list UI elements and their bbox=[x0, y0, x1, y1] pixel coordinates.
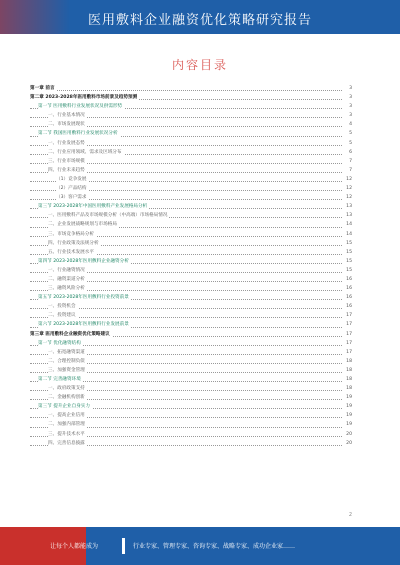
footer-slogan: 让每个人都能成为 bbox=[50, 543, 99, 550]
toc-entry-page: 18 bbox=[344, 366, 352, 375]
toc-entry[interactable] bbox=[30, 348, 352, 357]
toc-entry[interactable] bbox=[30, 302, 352, 311]
report-title: 医用敷料企业融资优化策略研究报告 bbox=[87, 13, 312, 28]
toc-entry[interactable] bbox=[30, 184, 352, 193]
toc-entry[interactable] bbox=[30, 220, 352, 229]
toc-entry-label: 第五节 2023-2028年医用敷料行业投资前景 bbox=[38, 293, 131, 302]
toc-entry-label: 一、政府政策支持 bbox=[48, 384, 87, 393]
toc-entry-page: 3 bbox=[347, 102, 352, 111]
toc-entry[interactable] bbox=[30, 320, 352, 329]
toc-entry-label: 二、行业应用领域、需求及区域分布 bbox=[48, 148, 124, 157]
toc-entry[interactable] bbox=[30, 420, 352, 429]
toc-entry-page: 19 bbox=[344, 420, 352, 429]
toc-entry-page: 5 bbox=[347, 129, 352, 138]
toc-entry[interactable] bbox=[30, 129, 352, 138]
report-header-bar bbox=[0, 0, 400, 34]
toc-entry[interactable] bbox=[30, 375, 352, 384]
toc-entry-page: 15 bbox=[344, 248, 352, 257]
toc-entry-page: 18 bbox=[344, 384, 352, 393]
toc-entry-label: 二、金融机构创新 bbox=[48, 393, 87, 402]
toc-entry[interactable] bbox=[30, 257, 352, 266]
toc-entry-page: 15 bbox=[344, 257, 352, 266]
toc-entry-page: 7 bbox=[347, 157, 352, 166]
toc-entry[interactable] bbox=[30, 357, 352, 366]
toc-leader-dots bbox=[30, 90, 342, 91]
toc-entry[interactable] bbox=[30, 211, 352, 220]
toc-entry-label: 第三节 2023-2028年中国医用敷料产业发展格局分析 bbox=[38, 202, 149, 211]
toc-entry-label: （1）竞争发展 bbox=[56, 175, 89, 184]
toc-entry-label: 三、融资风险分析 bbox=[48, 284, 87, 293]
toc-entry-label: 第三章 医用敷料企业融资优化策略建议 bbox=[30, 330, 112, 339]
toc-entry[interactable] bbox=[30, 202, 352, 211]
toc-entry-label: 四、行业未来趋势 bbox=[48, 166, 87, 175]
toc-entry[interactable] bbox=[30, 275, 352, 284]
toc-entry[interactable] bbox=[30, 111, 352, 120]
toc-entry-label: 第二节 我国医用敷料行业发展状况分析 bbox=[38, 129, 120, 138]
toc-entry[interactable] bbox=[30, 266, 352, 275]
toc-entry[interactable] bbox=[30, 157, 352, 166]
toc-entry[interactable] bbox=[30, 93, 352, 102]
toc-entry-page: 13 bbox=[344, 211, 352, 220]
toc-entry-label: 第四节 2023-2028年医用敷料企业融资分析 bbox=[38, 257, 131, 266]
toc-entry-page: 6 bbox=[347, 148, 352, 157]
toc-entry-label: 二、合理控制负债 bbox=[48, 357, 87, 366]
toc-entry-label: 一、行业发展态势 bbox=[48, 139, 87, 148]
toc-entry-page: 19 bbox=[344, 402, 352, 411]
toc-entry-page: 12 bbox=[344, 175, 352, 184]
toc-entry-page: 14 bbox=[344, 230, 352, 239]
toc-entry-page: 20 bbox=[344, 439, 352, 448]
toc-entry[interactable] bbox=[30, 430, 352, 439]
toc-entry-page: 4 bbox=[347, 120, 352, 129]
toc-entry-label: 一、行业基本情况 bbox=[48, 111, 87, 120]
toc-entry-label: 三、加强资金管理 bbox=[48, 366, 87, 375]
toc-entry[interactable] bbox=[30, 248, 352, 257]
toc-entry-page: 3 bbox=[347, 111, 352, 120]
toc-entry-label: 三、市场竞争格局分析 bbox=[48, 230, 96, 239]
toc-entry[interactable] bbox=[30, 311, 352, 320]
toc-entry-page: 19 bbox=[344, 393, 352, 402]
toc-entry-label: 三、行业市场规模 bbox=[48, 157, 87, 166]
toc-entry-label: 第六节 2023-2028年医用敷料行业发展前景 bbox=[38, 320, 131, 329]
toc-entry-page: 16 bbox=[344, 293, 352, 302]
toc-entry-page: 16 bbox=[344, 302, 352, 311]
toc-entry[interactable] bbox=[30, 411, 352, 420]
toc-entry[interactable] bbox=[30, 239, 352, 248]
toc-entry-label: 二、加强内部管理 bbox=[48, 420, 87, 429]
toc-entry-label: （3）客户需求 bbox=[56, 193, 89, 202]
toc-entry-label: 第一章 前言 bbox=[30, 84, 57, 93]
toc-entry[interactable] bbox=[30, 139, 352, 148]
toc-entry[interactable] bbox=[30, 166, 352, 175]
toc-entry[interactable] bbox=[30, 366, 352, 375]
toc-entry-page: 16 bbox=[344, 275, 352, 284]
toc-entry-label: 第三节 提升企业自身实力 bbox=[38, 402, 92, 411]
toc-entry[interactable] bbox=[30, 148, 352, 157]
toc-entry[interactable] bbox=[30, 393, 352, 402]
toc-entry-label: （2）产品结构 bbox=[56, 184, 89, 193]
toc-entry-page: 19 bbox=[344, 411, 352, 420]
toc-entry-page: 16 bbox=[344, 284, 352, 293]
toc-entry[interactable] bbox=[30, 284, 352, 293]
toc-entry[interactable] bbox=[30, 330, 352, 339]
toc-entry-page: 17 bbox=[344, 348, 352, 357]
toc-entry-label: 第二节 完善融资环境 bbox=[38, 375, 83, 384]
toc-entry-label: 第一节 医用敷料行业发展状况及供需形势 bbox=[38, 102, 124, 111]
toc-entry-page: 3 bbox=[347, 93, 352, 102]
toc-entry-page: 3 bbox=[347, 84, 352, 93]
toc-entry-page: 15 bbox=[344, 266, 352, 275]
toc-entry[interactable] bbox=[30, 84, 352, 93]
toc-entry[interactable] bbox=[30, 193, 352, 202]
toc-entry[interactable] bbox=[30, 230, 352, 239]
toc-entry-label: 一、提高企业信用 bbox=[48, 411, 87, 420]
toc-entry-page: 13 bbox=[344, 202, 352, 211]
toc-entry-page: 17 bbox=[344, 330, 352, 339]
footer-tagline: 行业专家、管理专家、咨询专家、战略专家、成功企业家…… bbox=[133, 543, 296, 550]
toc-entry-label: 第二章 2023-2028年医用敷料市场前景及趋势预测 bbox=[30, 93, 139, 102]
toc-entry-page: 12 bbox=[344, 193, 352, 202]
toc-entry-page: 15 bbox=[344, 239, 352, 248]
toc-entry-page: 14 bbox=[344, 220, 352, 229]
toc-entry[interactable] bbox=[30, 339, 352, 348]
toc-entry[interactable] bbox=[30, 120, 352, 129]
toc-entry-label: 四、行业政策及法规分析 bbox=[48, 239, 101, 248]
toc-entry-page: 17 bbox=[344, 339, 352, 348]
toc-entry-label: 二、市场发展现状 bbox=[48, 120, 87, 129]
toc-entry[interactable] bbox=[30, 439, 352, 448]
footer-bar bbox=[0, 527, 400, 565]
toc-entry-label: 一、投资机会 bbox=[48, 302, 78, 311]
toc-entry[interactable] bbox=[30, 102, 352, 111]
toc-entry-label: 二、投资建议 bbox=[48, 311, 78, 320]
toc-entry-label: 二、企业发展战略规划与市场格局 bbox=[48, 220, 119, 229]
toc-entry-page: 17 bbox=[344, 320, 352, 329]
toc-entry-label: 一、行业融资情况 bbox=[48, 266, 87, 275]
toc-entry-label: 二、融资渠道分析 bbox=[48, 275, 87, 284]
toc-entry-label: 第一节 优化融资结构 bbox=[38, 339, 83, 348]
toc-entry[interactable] bbox=[30, 175, 352, 184]
toc-entry-page: 17 bbox=[344, 311, 352, 320]
toc-entry-label: 五、行业技术发展水平 bbox=[48, 248, 96, 257]
toc-entry-page: 5 bbox=[347, 139, 352, 148]
toc-entry[interactable] bbox=[30, 293, 352, 302]
toc-entry[interactable] bbox=[30, 402, 352, 411]
footer-divider bbox=[122, 538, 125, 554]
toc-entry-label: 一、医用敷料产品及市场规模分析（中高端）市场格局情况 bbox=[48, 211, 169, 220]
toc-entry-label: 三、提升技术水平 bbox=[48, 430, 87, 439]
toc-entry-page: 20 bbox=[344, 430, 352, 439]
toc-entry-label: 四、完善信息披露 bbox=[48, 439, 87, 448]
toc-entry-page: 7 bbox=[347, 166, 352, 175]
toc-heading: 内容目录 bbox=[171, 58, 228, 72]
toc-entry-page: 18 bbox=[344, 375, 352, 384]
toc-entry-page: 12 bbox=[344, 184, 352, 193]
page-number: 2 bbox=[348, 512, 352, 518]
toc-entry[interactable] bbox=[30, 384, 352, 393]
toc-entry-label: 一、拓宽融资渠道 bbox=[48, 348, 87, 357]
table-of-contents bbox=[30, 84, 352, 448]
toc-entry-page: 18 bbox=[344, 357, 352, 366]
